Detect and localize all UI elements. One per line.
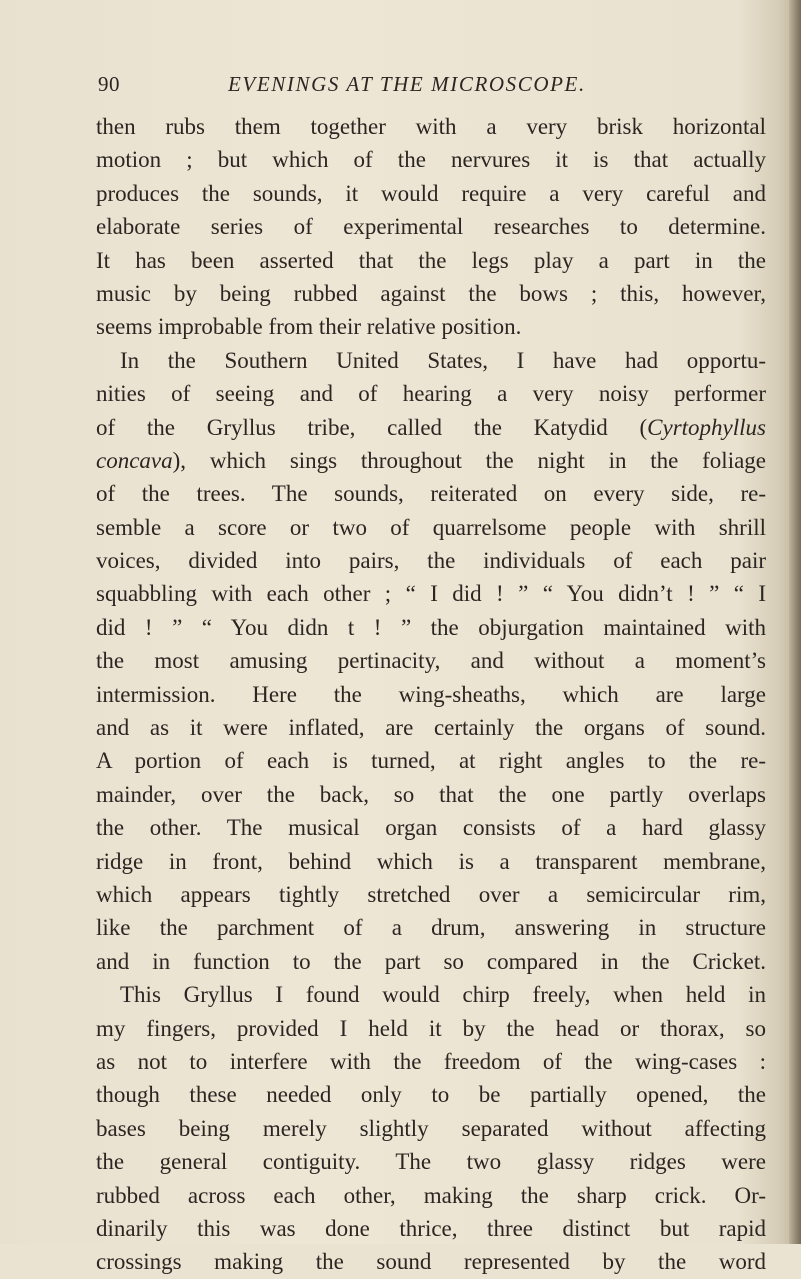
text-line: of the Gryllus tribe, called the Katydid (Cyrtophyllus	[96, 414, 766, 440]
text-line: of the trees. The sounds, reiterated on every side, re-	[96, 481, 766, 507]
text-line: semble a score or two of quarrelsome people with shrill	[96, 514, 766, 540]
page-number: 90	[98, 72, 120, 96]
text-line: then rubs them together with a very brisk horizontal	[96, 114, 766, 139]
text-line: bases being merely slightly separated without affecting	[96, 1115, 766, 1141]
text-line: like the parchment of a drum, answering in structure	[96, 915, 766, 941]
text-line: which appears tightly stretched over a semicircular rim,	[96, 881, 766, 907]
species-name-italic: Cyrtophyllus	[647, 414, 766, 440]
page-edge-shadow	[789, 0, 801, 1244]
text-line: crossings making the sound represented by the word	[96, 1249, 766, 1275]
text-line: In the Southern United States, I have had opportu-	[120, 347, 766, 373]
text-line: intermission. Here the wing-sheaths, which are large	[96, 681, 766, 707]
text-line: dinarily this was done thrice, three distinct but rapid	[96, 1215, 766, 1241]
text-line: though these needed only to be partially opened, the	[96, 1082, 766, 1108]
text-line: my fingers, provided I held it by the head or thorax, so	[96, 1015, 766, 1041]
text-line: and in function to the part so compared in the Cricket.	[96, 948, 766, 974]
text-line: ridge in front, behind which is a transparent membrane,	[96, 848, 766, 874]
text-line: the most amusing pertinacity, and without a moment’s	[96, 648, 766, 674]
text-line: rubbed across each other, making the sharp crick. Or-	[96, 1182, 766, 1208]
species-name-italic: concava	[96, 447, 173, 473]
text-line: the other. The musical organ consists of a hard glassy	[96, 815, 766, 841]
running-head	[98, 68, 758, 104]
body-text	[96, 110, 766, 1279]
text-line: It has been asserted that the legs play a part in the	[96, 247, 766, 273]
running-head-title: EVENINGS AT THE MICROSCOPE.	[228, 72, 586, 96]
text-line: This Gryllus I found would chirp freely, when held in	[120, 982, 766, 1008]
text-line: A portion of each is turned, at right angles to the re-	[96, 748, 766, 774]
text-line: the general contiguity. The two glassy ridges were	[96, 1149, 766, 1175]
text-line: produces the sounds, it would require a very careful and	[96, 180, 766, 206]
text-line: did ! ” “ You didn t ! ” the objurgation maintained with	[96, 614, 766, 640]
text-line: motion ; but which of the nervures it is that actually	[96, 147, 766, 173]
text-line: as not to interfere with the freedom of the wing-cases :	[96, 1048, 766, 1074]
text-line: concava), which sings throughout the night in the foliage	[96, 447, 766, 473]
text-line: nities of seeing and of hearing a very noisy performer	[96, 381, 766, 407]
text-line: squabbling with each other ; “ I did ! ” “ You didn’t ! ” “ I	[96, 581, 766, 607]
text-line: music by being rubbed against the bows ; this, however,	[96, 280, 766, 306]
text-line: seems improbable from their relative position.	[96, 314, 522, 340]
text-line: mainder, over the back, so that the one partly overlaps	[96, 781, 766, 807]
text-line: voices, divided into pairs, the individuals of each pair	[96, 548, 766, 574]
text-line: and as it were inflated, are certainly the organs of sound.	[96, 715, 766, 741]
text-line: elaborate series of experimental researches to determine.	[96, 214, 766, 240]
